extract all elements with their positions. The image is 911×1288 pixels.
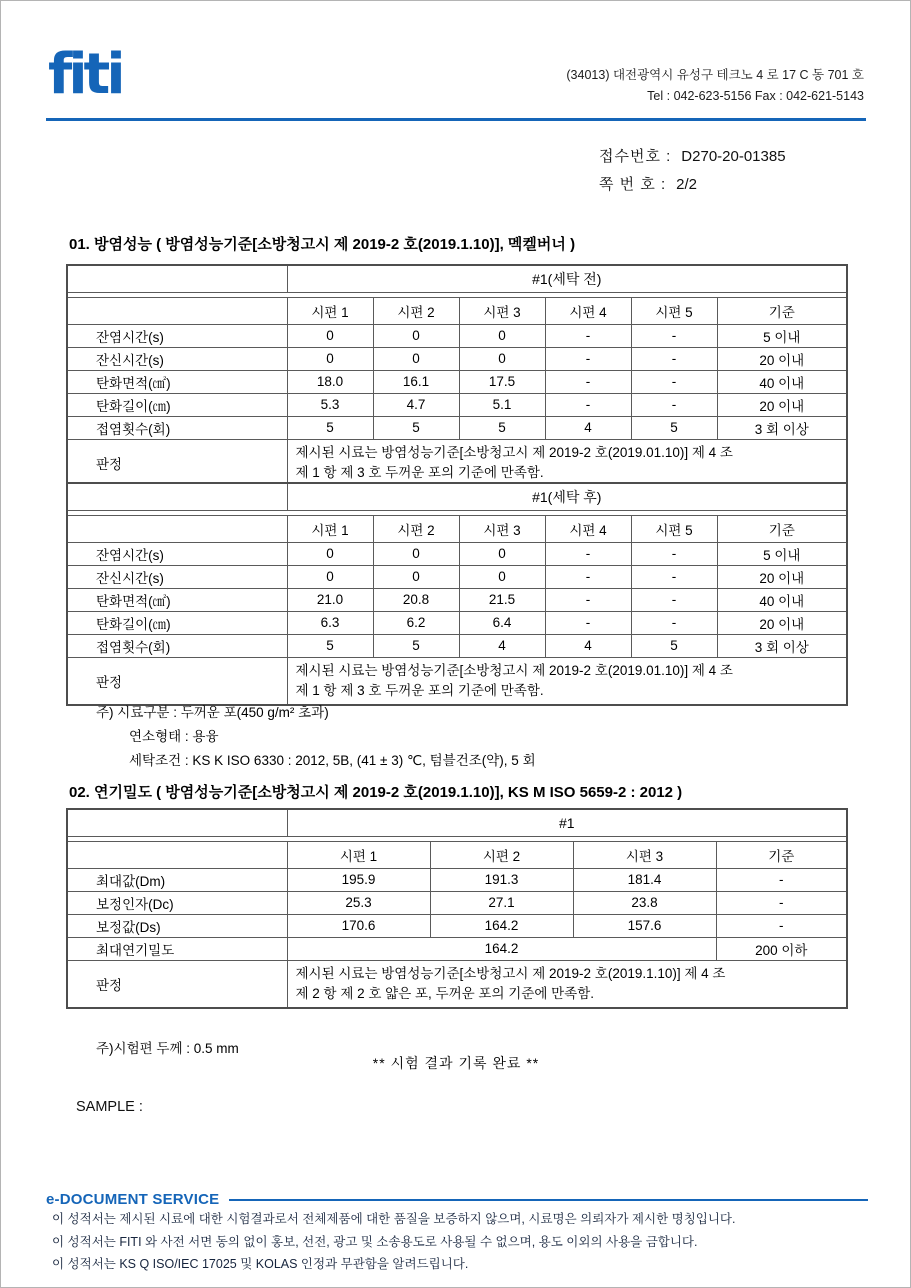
value-cell: 191.3 [430, 868, 573, 891]
column-header: 기준 [717, 515, 847, 542]
value-cell: 0 [459, 565, 545, 588]
table-row [67, 542, 847, 565]
value-cell: 5.3 [287, 393, 373, 416]
note-sample-class: 주) 시료구분 : 두꺼운 포(450 g/m² 초과) [96, 705, 329, 720]
empty-cell [67, 809, 287, 836]
closing-line: ** 시험 결과 기록 완료 ** [372, 1055, 540, 1071]
value-cell: 20.8 [373, 588, 459, 611]
value-cell: 5 [459, 416, 545, 439]
value-cell: - [545, 565, 631, 588]
value-cell: 16.1 [373, 370, 459, 393]
table-row [67, 347, 847, 370]
address-line: (34013) 대전광역시 유성구 테크노 4 로 17 C 동 701 호 [566, 68, 864, 82]
page-number-row [599, 171, 786, 199]
verdict-row [67, 657, 847, 705]
value-cell: 6.4 [459, 611, 545, 634]
row-label: 접염횟수(회) [67, 416, 287, 439]
disclaimer-line: 이 성적서는 KS Q ISO/IEC 17025 및 KOLAS 인정과 무관함을 알려드립니다. [52, 1257, 469, 1271]
table-row [67, 324, 847, 347]
value-cell: - [631, 542, 717, 565]
value-cell: 195.9 [287, 868, 430, 891]
edocument-service-header [46, 1191, 868, 1208]
column-header: 기준 [716, 841, 847, 868]
smoke-density-table [66, 808, 848, 1009]
header-divider [46, 118, 866, 121]
criteria-cell: 40 이내 [717, 370, 847, 393]
value-cell: 0 [287, 542, 373, 565]
table-row [67, 634, 847, 657]
column-header: 시편 1 [287, 841, 430, 868]
criteria-cell: 20 이내 [717, 611, 847, 634]
value-cell: - [631, 565, 717, 588]
value-cell: 157.6 [573, 914, 716, 937]
value-cell: 23.8 [573, 891, 716, 914]
edocument-service-title: e-DOCUMENT SERVICE [46, 1191, 220, 1208]
note-wash-condition: 세탁조건 : KS K ISO 6330 : 2012, 5B, (41 ± 3) ℃, 텀블건조(약), 5 회 [129, 753, 536, 768]
verdict-line1: 제시된 시료는 방염성능기준[소방청고시 제 2019-2 호(2019.01.10)] 제 4 조 [295, 444, 733, 460]
table-row [67, 393, 847, 416]
value-cell: 0 [373, 565, 459, 588]
criteria-cell: 20 이내 [717, 393, 847, 416]
page-number-label: 쪽 번 호 : [599, 176, 667, 193]
table-row [67, 611, 847, 634]
group-header-row [67, 265, 847, 292]
flame-table-after-wash [66, 482, 848, 706]
value-cell: 4 [459, 634, 545, 657]
value-cell: 5 [287, 416, 373, 439]
section2-title: 02. 연기밀도 ( 방염성능기준[소방청고시 제 2019-2 호(2019.1.10)], KS M ISO 5659-2 : 2012 ) [69, 784, 683, 801]
row-label: 탄화길이(㎝) [67, 393, 287, 416]
criteria-cell: - [716, 914, 847, 937]
verdict-line1: 제시된 시료는 방염성능기준[소방청고시 제 2019-2 호(2019.1.10)] 제 4 조 [295, 965, 726, 981]
page-number-value: 2/2 [676, 176, 697, 193]
column-header-row [67, 515, 847, 542]
value-cell: 0 [287, 324, 373, 347]
max-density-row [67, 937, 847, 960]
column-header: 시편 3 [459, 297, 545, 324]
column-header: 기준 [717, 297, 847, 324]
value-cell: - [545, 542, 631, 565]
empty-cell [67, 515, 287, 542]
row-label: 잔염시간(s) [67, 542, 287, 565]
value-cell: 0 [287, 347, 373, 370]
criteria-cell: - [716, 891, 847, 914]
criteria-cell: 200 이하 [716, 937, 847, 960]
column-header: 시편 2 [373, 297, 459, 324]
flame-table-before-wash [66, 264, 848, 488]
table-row [67, 416, 847, 439]
verdict-label: 판정 [67, 657, 287, 705]
lab-address [566, 65, 864, 107]
column-header: 시편 4 [545, 297, 631, 324]
section1-title: 01. 방염성능 ( 방염성능기준[소방청고시 제 2019-2 호(2019.1.10)], 멕켈버너 ) [69, 236, 576, 253]
table-row [67, 370, 847, 393]
empty-cell [67, 483, 287, 510]
value-cell: 27.1 [430, 891, 573, 914]
value-cell: 0 [459, 347, 545, 370]
value-cell: 5 [373, 634, 459, 657]
disclaimer-line: 이 성적서는 FITI 와 사전 서면 동의 없이 홍보, 선전, 광고 및 소송용도로 사용될 수 없으며, 용도 이외의 사용을 금합니다. [52, 1234, 698, 1249]
column-header: 시편 1 [287, 515, 373, 542]
column-header: 시편 1 [287, 297, 373, 324]
value-cell: - [545, 370, 631, 393]
column-header: 시편 4 [545, 515, 631, 542]
section1-notes [96, 701, 536, 773]
footer-divider [229, 1199, 868, 1201]
value-cell: 5 [373, 416, 459, 439]
verdict-text [287, 439, 847, 487]
value-cell: 17.5 [459, 370, 545, 393]
value-cell: 5 [631, 416, 717, 439]
value-cell: 0 [459, 324, 545, 347]
verdict-line1: 제시된 시료는 방염성능기준[소방청고시 제 2019-2 호(2019.01.10)] 제 4 조 [295, 662, 733, 678]
row-label: 잔신시간(s) [67, 347, 287, 370]
receipt-number-label: 접수번호 : [599, 148, 672, 165]
row-label: 최대연기밀도 [67, 937, 287, 960]
value-cell: 6.2 [373, 611, 459, 634]
verdict-row [67, 960, 847, 1008]
column-header: 시편 2 [373, 515, 459, 542]
contact-line: Tel : 042-623-5156 Fax : 042-621-5143 [647, 89, 864, 103]
value-cell: 170.6 [287, 914, 430, 937]
criteria-cell: 3 회 이상 [717, 416, 847, 439]
row-label: 보정값(Ds) [67, 914, 287, 937]
criteria-cell: 5 이내 [717, 542, 847, 565]
verdict-label: 판정 [67, 960, 287, 1008]
value-cell: - [631, 370, 717, 393]
section2-note: 주)시험편 두께 : 0.5 mm [96, 1041, 239, 1056]
verdict-line2: 제 1 항 제 3 호 두꺼운 포의 기준에 만족함. [295, 464, 544, 480]
value-cell: 164.2 [430, 914, 573, 937]
column-header: 시편 2 [430, 841, 573, 868]
value-cell: - [631, 347, 717, 370]
value-cell: 4 [545, 416, 631, 439]
value-cell: 18.0 [287, 370, 373, 393]
value-cell: 25.3 [287, 891, 430, 914]
verdict-label: 판정 [67, 439, 287, 487]
value-cell: 181.4 [573, 868, 716, 891]
table-row [67, 891, 847, 914]
column-header: 시편 5 [631, 515, 717, 542]
table-row [67, 868, 847, 891]
value-cell: 21.0 [287, 588, 373, 611]
row-label: 보정인자(Dc) [67, 891, 287, 914]
column-header-row [67, 297, 847, 324]
fiti-logo [46, 43, 206, 110]
receipt-number-value: D270-20-01385 [681, 148, 786, 165]
row-label: 탄화면적(㎠) [67, 370, 287, 393]
row-label: 잔염시간(s) [67, 324, 287, 347]
value-cell: - [631, 611, 717, 634]
value-cell: - [545, 588, 631, 611]
value-cell: - [631, 393, 717, 416]
column-header: 시편 3 [459, 515, 545, 542]
criteria-cell: 20 이내 [717, 347, 847, 370]
value-cell: - [545, 347, 631, 370]
criteria-cell: 3 회 이상 [717, 634, 847, 657]
row-label: 탄화길이(㎝) [67, 611, 287, 634]
max-density-value: 164.2 [287, 937, 716, 960]
criteria-cell: - [716, 868, 847, 891]
column-header: 시편 5 [631, 297, 717, 324]
svg-text:fiti: fiti [48, 43, 122, 105]
verdict-line2: 제 2 항 제 2 호 얇은 포, 두꺼운 포의 기준에 만족함. [295, 985, 595, 1001]
row-label: 접염횟수(회) [67, 634, 287, 657]
receipt-info [599, 143, 786, 199]
table-row [67, 565, 847, 588]
value-cell: - [631, 324, 717, 347]
footer [46, 1191, 868, 1276]
verdict-row [67, 439, 847, 487]
row-label: 탄화면적(㎠) [67, 588, 287, 611]
value-cell: 21.5 [459, 588, 545, 611]
verdict-line2: 제 1 항 제 3 호 두꺼운 포의 기준에 만족함. [295, 682, 544, 698]
sample-label: SAMPLE : [76, 1099, 143, 1115]
note-burn-form: 연소형태 : 용융 [129, 729, 219, 744]
column-header: 시편 3 [573, 841, 716, 868]
fiti-logo-icon [46, 43, 206, 105]
criteria-cell: 40 이내 [717, 588, 847, 611]
receipt-number-row [599, 143, 786, 171]
value-cell: 0 [373, 324, 459, 347]
column-header-row [67, 841, 847, 868]
empty-cell [67, 265, 287, 292]
value-cell: - [545, 324, 631, 347]
empty-cell [67, 297, 287, 324]
row-label: 잔신시간(s) [67, 565, 287, 588]
value-cell: 5 [631, 634, 717, 657]
value-cell: 4 [545, 634, 631, 657]
verdict-text [287, 960, 847, 1008]
value-cell: 0 [373, 347, 459, 370]
empty-cell [67, 841, 287, 868]
disclaimer-line: 이 성적서는 제시된 시료에 대한 시험결과로서 전체제품에 대한 품질을 보증하지 않으며, 시료명은 의뢰자가 제시한 명칭입니다. [52, 1212, 736, 1226]
value-cell: 6.3 [287, 611, 373, 634]
value-cell: 4.7 [373, 393, 459, 416]
group-header-cell: #1(세탁 전) [287, 265, 847, 292]
table-row [67, 914, 847, 937]
criteria-cell: 5 이내 [717, 324, 847, 347]
value-cell: - [545, 393, 631, 416]
value-cell: 0 [287, 565, 373, 588]
value-cell: 0 [459, 542, 545, 565]
value-cell: 5.1 [459, 393, 545, 416]
group-header-row [67, 809, 847, 836]
value-cell: - [631, 588, 717, 611]
group-header-cell: #1(세탁 후) [287, 483, 847, 510]
table-row [67, 588, 847, 611]
group-header-cell: #1 [287, 809, 847, 836]
row-label: 최대값(Dm) [67, 868, 287, 891]
group-header-row [67, 483, 847, 510]
value-cell: 5 [287, 634, 373, 657]
value-cell: - [545, 611, 631, 634]
criteria-cell: 20 이내 [717, 565, 847, 588]
verdict-text [287, 657, 847, 705]
value-cell: 0 [373, 542, 459, 565]
